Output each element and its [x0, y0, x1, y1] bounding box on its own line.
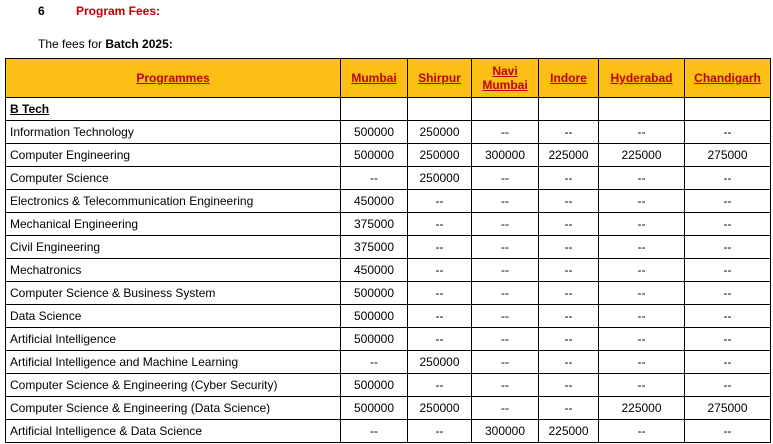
fee-shirpur: -- — [408, 328, 472, 351]
fee-indore: -- — [539, 259, 599, 282]
fee-indore: -- — [539, 328, 599, 351]
fee-hyderabad: -- — [599, 236, 685, 259]
table-row — [6, 213, 771, 236]
fee-indore: 225000 — [539, 144, 599, 167]
fees-table — [5, 58, 771, 443]
group-row — [6, 98, 771, 121]
fee-navi-mumbai: -- — [472, 328, 539, 351]
fee-mumbai: 450000 — [341, 259, 408, 282]
programme-name: Information Technology — [6, 121, 341, 144]
fee-navi-mumbai: 300000 — [472, 144, 539, 167]
fee-shirpur: -- — [408, 190, 472, 213]
fee-indore: -- — [539, 305, 599, 328]
fee-indore: -- — [539, 213, 599, 236]
table-row — [6, 351, 771, 374]
fee-mumbai: -- — [341, 420, 408, 443]
fee-navi-mumbai: -- — [472, 167, 539, 190]
header-indore: Indore — [539, 59, 599, 98]
fee-mumbai: 500000 — [341, 305, 408, 328]
table-row — [6, 328, 771, 351]
fee-hyderabad: -- — [599, 305, 685, 328]
fee-hyderabad: -- — [599, 213, 685, 236]
programme-name: Mechanical Engineering — [6, 213, 341, 236]
fee-shirpur: 250000 — [408, 121, 472, 144]
programme-name: Computer Engineering — [6, 144, 341, 167]
fee-indore: -- — [539, 351, 599, 374]
table-row — [6, 167, 771, 190]
fee-mumbai: 500000 — [341, 144, 408, 167]
fee-mumbai: 375000 — [341, 236, 408, 259]
fee-shirpur: -- — [408, 374, 472, 397]
table-row — [6, 420, 771, 443]
fee-indore: -- — [539, 282, 599, 305]
fee-indore: -- — [539, 236, 599, 259]
fee-mumbai: -- — [341, 167, 408, 190]
fee-chandigarh: -- — [685, 213, 771, 236]
fee-hyderabad: -- — [599, 190, 685, 213]
header-mumbai: Mumbai — [341, 59, 408, 98]
section-number: 6 — [38, 4, 45, 18]
fee-shirpur: 250000 — [408, 167, 472, 190]
programme-name: Artificial Intelligence and Machine Learning — [6, 351, 341, 374]
header-hyderabad: Hyderabad — [599, 59, 685, 98]
header-row — [6, 59, 771, 98]
fee-mumbai: 450000 — [341, 190, 408, 213]
intro-batch: Batch 2025: — [105, 37, 173, 51]
fee-hyderabad: -- — [599, 374, 685, 397]
fee-hyderabad: -- — [599, 282, 685, 305]
table-row — [6, 236, 771, 259]
section-title: Program Fees: — [76, 4, 161, 18]
fee-indore: -- — [539, 397, 599, 420]
table-row — [6, 190, 771, 213]
fee-navi-mumbai: -- — [472, 397, 539, 420]
fee-mumbai: 500000 — [341, 282, 408, 305]
fee-indore: -- — [539, 190, 599, 213]
group-empty-cell — [408, 98, 472, 121]
fee-chandigarh: 275000 — [685, 397, 771, 420]
table-row — [6, 374, 771, 397]
programme-name: Artificial Intelligence — [6, 328, 341, 351]
fee-navi-mumbai: -- — [472, 351, 539, 374]
fee-navi-mumbai: -- — [472, 236, 539, 259]
fee-chandigarh: -- — [685, 190, 771, 213]
header-programmes: Programmes — [6, 59, 341, 98]
fee-navi-mumbai: -- — [472, 374, 539, 397]
fee-chandigarh: -- — [685, 167, 771, 190]
fee-hyderabad: -- — [599, 420, 685, 443]
fee-hyderabad: -- — [599, 351, 685, 374]
programme-name: Mechatronics — [6, 259, 341, 282]
fee-indore: 225000 — [539, 420, 599, 443]
fee-chandigarh: -- — [685, 121, 771, 144]
programme-name: Electronics & Telecommunication Engineering — [6, 190, 341, 213]
fee-hyderabad: -- — [599, 328, 685, 351]
programme-name: Computer Science — [6, 167, 341, 190]
fee-indore: -- — [539, 374, 599, 397]
fee-hyderabad: 225000 — [599, 397, 685, 420]
fee-chandigarh: -- — [685, 374, 771, 397]
fee-navi-mumbai: -- — [472, 282, 539, 305]
table-row — [6, 305, 771, 328]
fee-shirpur: -- — [408, 282, 472, 305]
table-row — [6, 259, 771, 282]
fee-hyderabad: 225000 — [599, 144, 685, 167]
fees-table-body — [6, 98, 771, 443]
group-empty-cell — [472, 98, 539, 121]
fee-navi-mumbai: -- — [472, 213, 539, 236]
fee-mumbai: 500000 — [341, 328, 408, 351]
group-empty-cell — [599, 98, 685, 121]
fee-navi-mumbai: -- — [472, 305, 539, 328]
fee-navi-mumbai: -- — [472, 259, 539, 282]
programme-name: Computer Science & Engineering (Data Science) — [6, 397, 341, 420]
group-empty-cell — [685, 98, 771, 121]
fee-chandigarh: 275000 — [685, 144, 771, 167]
programme-name: Artificial Intelligence & Data Science — [6, 420, 341, 443]
fee-mumbai: 375000 — [341, 213, 408, 236]
fee-navi-mumbai: 300000 — [472, 420, 539, 443]
header-navi-mumbai — [472, 59, 539, 98]
header-navi-mumbai-line1: Navi — [492, 64, 518, 78]
fees-table-header — [6, 59, 771, 98]
fee-chandigarh: -- — [685, 328, 771, 351]
intro-line — [38, 36, 173, 52]
fee-chandigarh: -- — [685, 305, 771, 328]
table-row — [6, 144, 771, 167]
fee-indore: -- — [539, 121, 599, 144]
fee-chandigarh: -- — [685, 259, 771, 282]
programme-name: Civil Engineering — [6, 236, 341, 259]
group-label: B Tech — [6, 98, 341, 121]
fee-shirpur: 250000 — [408, 397, 472, 420]
table-row — [6, 397, 771, 420]
section-heading — [38, 3, 160, 19]
fee-hyderabad: -- — [599, 259, 685, 282]
fee-shirpur: -- — [408, 420, 472, 443]
fee-mumbai: -- — [341, 351, 408, 374]
group-empty-cell — [341, 98, 408, 121]
fee-shirpur: -- — [408, 236, 472, 259]
fee-indore: -- — [539, 167, 599, 190]
group-empty-cell — [539, 98, 599, 121]
programme-name: Computer Science & Engineering (Cyber Security) — [6, 374, 341, 397]
fee-chandigarh: -- — [685, 351, 771, 374]
header-chandigarh: Chandigarh — [685, 59, 771, 98]
fee-shirpur: -- — [408, 259, 472, 282]
header-navi-mumbai-line2: Mumbai — [482, 78, 528, 92]
fee-shirpur: -- — [408, 213, 472, 236]
fee-shirpur: 250000 — [408, 144, 472, 167]
fee-hyderabad: -- — [599, 167, 685, 190]
fee-navi-mumbai: -- — [472, 190, 539, 213]
fee-chandigarh: -- — [685, 236, 771, 259]
programme-name: Data Science — [6, 305, 341, 328]
fee-shirpur: 250000 — [408, 351, 472, 374]
table-row — [6, 282, 771, 305]
table-row — [6, 121, 771, 144]
fee-mumbai: 500000 — [341, 374, 408, 397]
fee-chandigarh: -- — [685, 420, 771, 443]
fee-hyderabad: -- — [599, 121, 685, 144]
fee-mumbai: 500000 — [341, 121, 408, 144]
fee-chandigarh: -- — [685, 282, 771, 305]
intro-text: The fees for — [38, 37, 106, 51]
fee-shirpur: -- — [408, 305, 472, 328]
fee-mumbai: 500000 — [341, 397, 408, 420]
header-shirpur: Shirpur — [408, 59, 472, 98]
programme-name: Computer Science & Business System — [6, 282, 341, 305]
fee-navi-mumbai: -- — [472, 121, 539, 144]
